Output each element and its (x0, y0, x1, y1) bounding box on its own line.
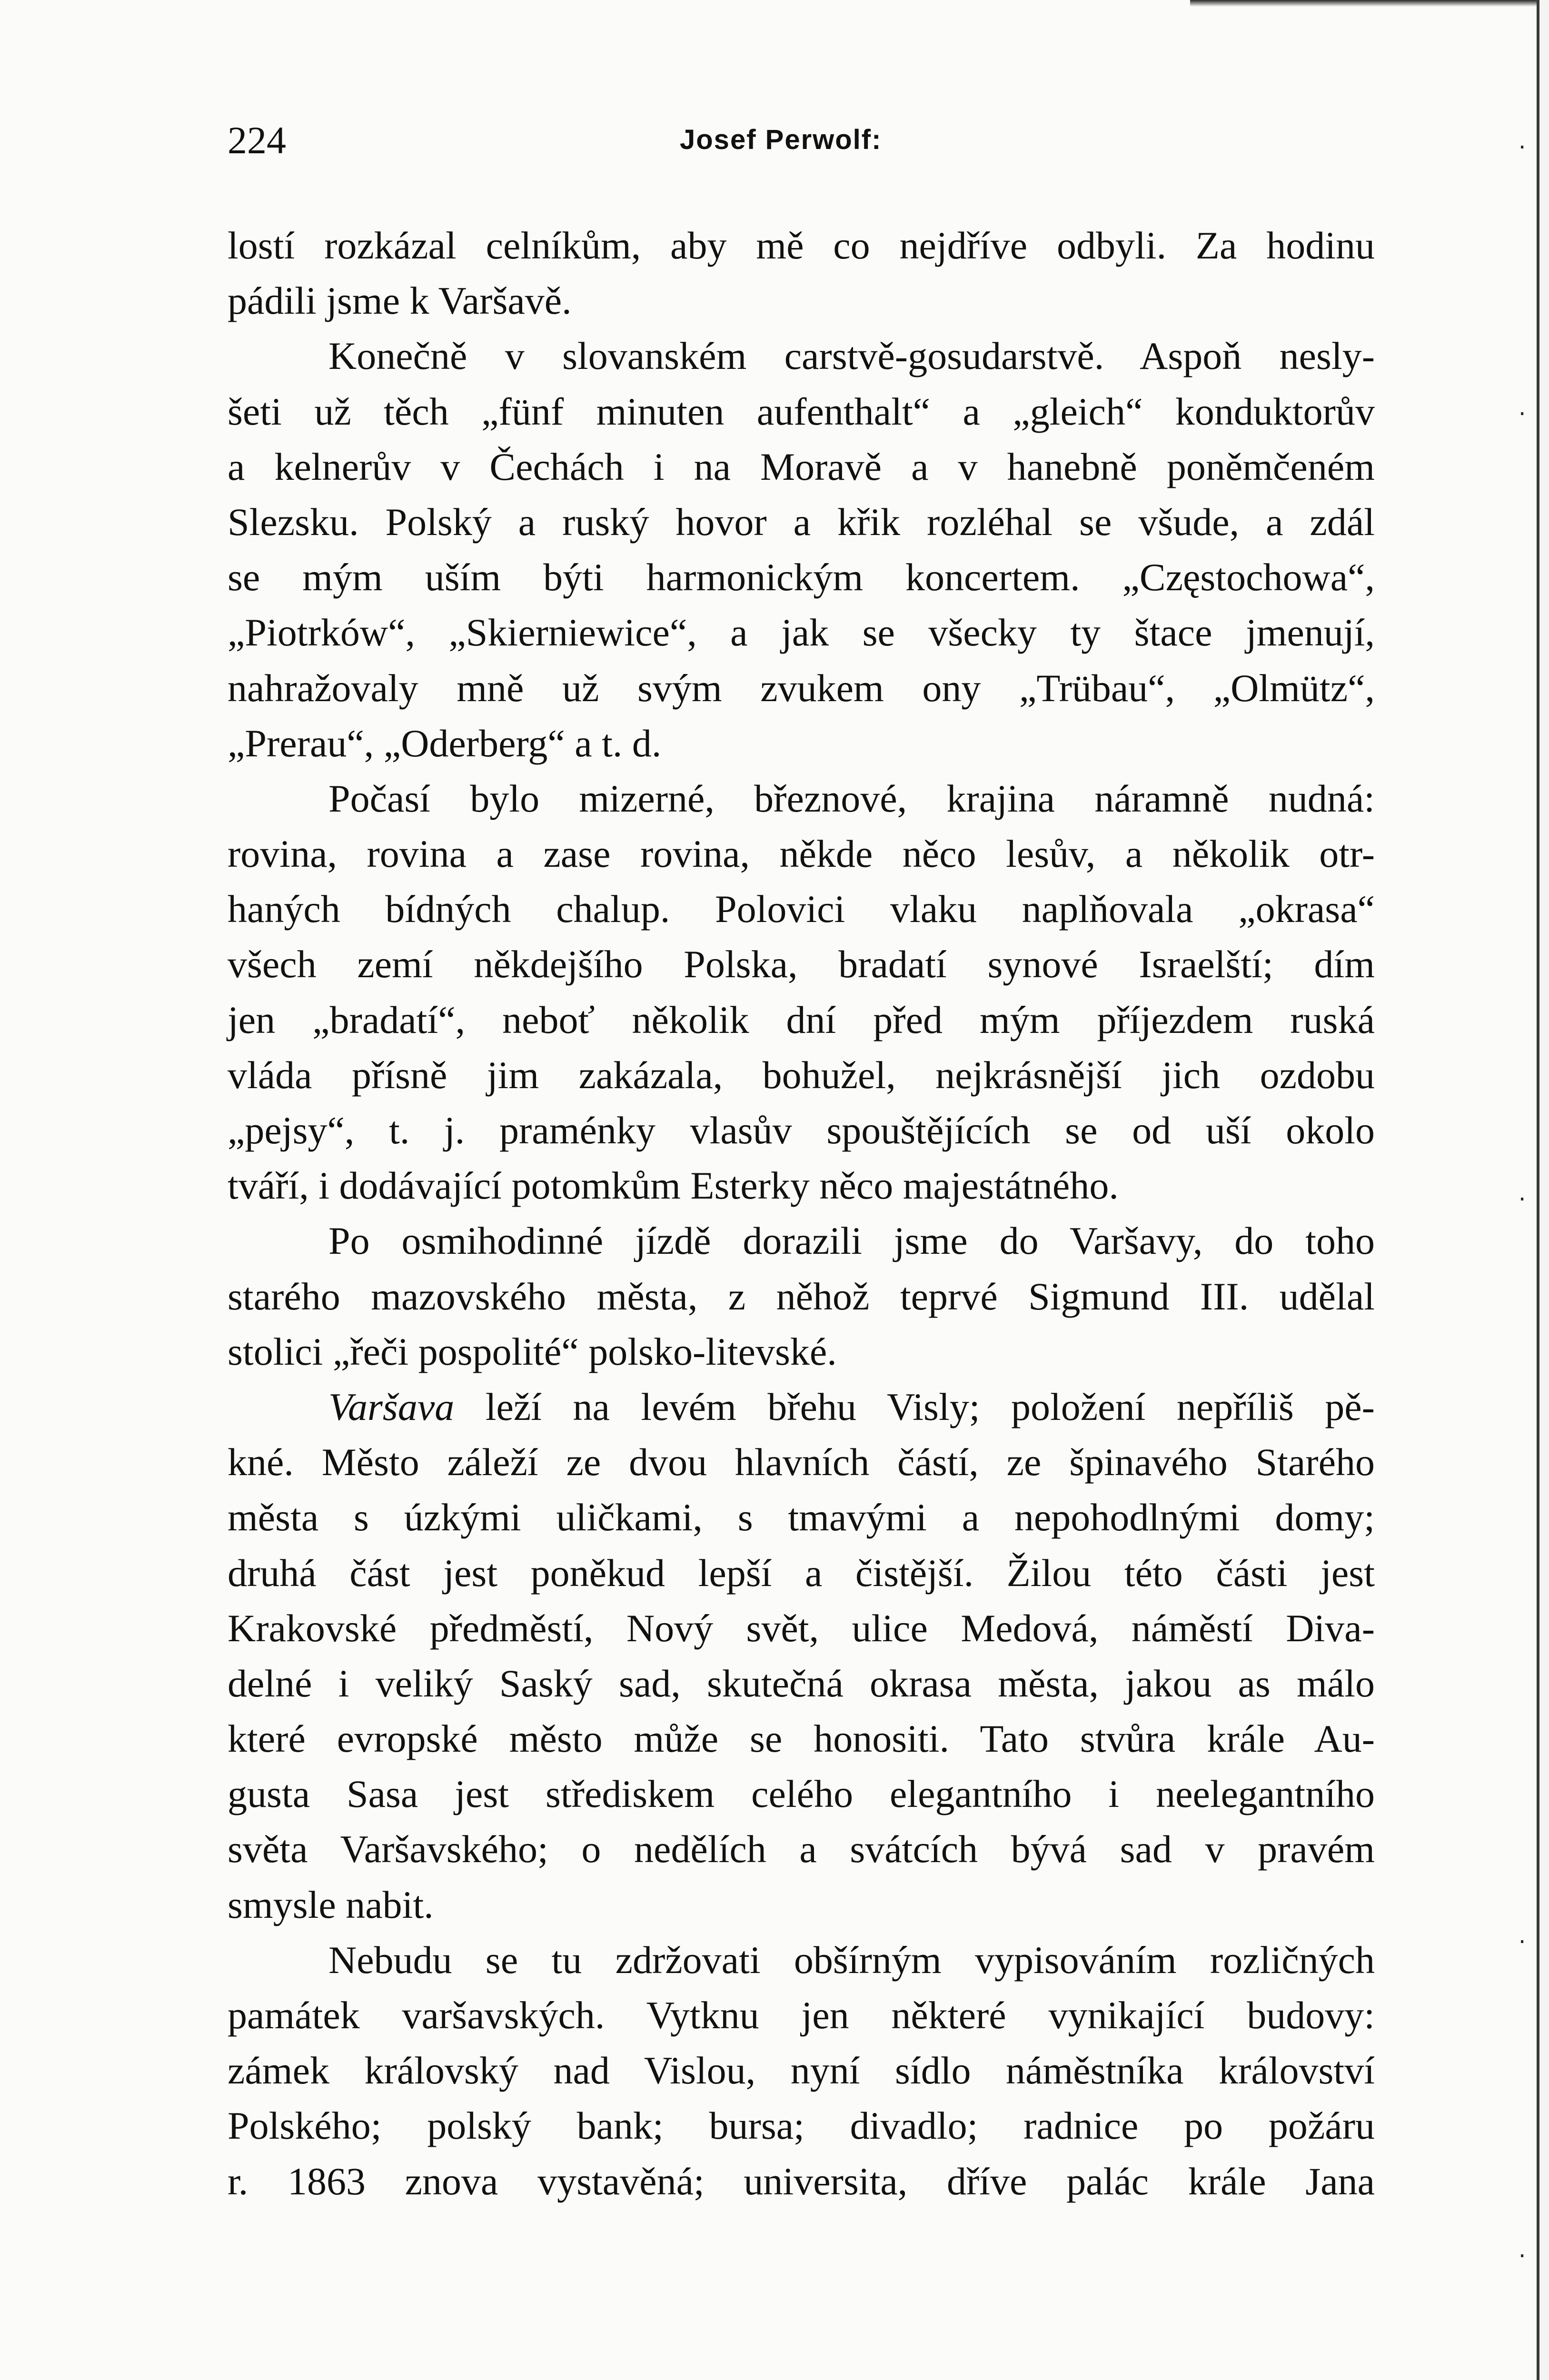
text-line: r. 1863 znova vystavěná; universita, dříve palác krále Jana (228, 2159, 1375, 2203)
text-line: památek varšavských. Vytknu jen některé vynikající budovy: (228, 1993, 1375, 2037)
body-text (228, 218, 1375, 2209)
text-line: šeti už těch „fünf minuten aufenthalt“ a „gleich“ konduktorův (228, 389, 1375, 433)
text-line: druhá část jest poněkud lepší a čistější. Žilou této části jest (228, 1551, 1375, 1595)
text-line: smysle nabit. (228, 1883, 434, 1926)
edge-mark-icon: · (1519, 1186, 1526, 1213)
italic-place-name: Varšava (328, 1385, 455, 1428)
text-line: gusta Sasa jest střediskem celého elegantního i neelegantního (228, 1772, 1375, 1816)
text-line: zámek královský nad Vislou, nyní sídlo náměstníka království (228, 2049, 1375, 2092)
text-line: všech zemí někdejšího Polska, bradatí synové Israelští; dím (228, 942, 1375, 986)
text-line: a kelnerův v Čechách i na Moravě a v hanebně poněmčeném (228, 445, 1375, 488)
text-line: starého mazovského města, z něhož teprvé Sigmund III. udělal (228, 1274, 1375, 1318)
edge-mark-icon: · (1519, 2243, 1526, 2270)
paragraph-first-line: Nebudu se tu zdržovati obšírným vypisováním rozličných (328, 1938, 1375, 1982)
text-line: Slezsku. Polský a ruský hovor a křik rozléhal se všude, a zdál (228, 500, 1375, 544)
paragraph-first-line (228, 1379, 1375, 1435)
running-head: Josef Perwolf: (680, 124, 882, 155)
page-right-edge-binding (1537, 0, 1549, 2380)
page-header (228, 118, 1375, 170)
paragraph-first-line: Počasí bylo mizerné, březnové, krajina náramně nudná: (328, 776, 1375, 820)
edge-mark-icon: · (1519, 134, 1526, 161)
text-line: stolici „řeči pospolité“ polsko-litevské. (228, 1329, 837, 1373)
text-line: rovina, rovina a zase rovina, někde něco lesův, a několik otr- (228, 832, 1375, 876)
text-line: se mým uším býti harmonickým koncertem. „Częstochowa“, (228, 555, 1375, 599)
text-line: tváří, i dodávající potomkům Esterky něco majestátného. (228, 1164, 1119, 1208)
text-line: Polského; polský bank; bursa; divadlo; radnice po požáru (228, 2104, 1375, 2148)
paragraph-first-line: Po osmihodinné jízdě dorazili jsme do Varšavy, do toho (328, 1219, 1375, 1263)
text-line: „pejsy“, t. j. praménky vlasův spouštějících se od uší okolo (228, 1109, 1375, 1152)
text-line: pádili jsme k Varšavě. (228, 279, 572, 323)
text-line: kné. Město záleží ze dvou hlavních částí, ze špinavého Starého (228, 1440, 1375, 1484)
text-line: města s úzkými uličkami, s tmavými a nepohodlnými domy; (228, 1496, 1375, 1539)
text-line: delné i veliký Saský sad, skutečná okrasa města, jakou as málo (228, 1661, 1375, 1705)
page-number: 224 (228, 119, 286, 162)
text-line: „Prerau“, „Oderberg“ a t. d. (228, 721, 662, 765)
text-line: „Piotrków“, „Skierniewice“, a jak se všecky ty štace jmenují, (228, 611, 1375, 654)
edge-mark-icon: · (1519, 1929, 1526, 1955)
text-line: nahražovaly mně už svým zvukem ony „Trübau“, „Olmütz“, (228, 666, 1375, 710)
text-line: světa Varšavského; o nedělích a svátcích bývá sad v pravém (228, 1827, 1375, 1871)
text-line: vláda přísně jim zakázala, bohužel, nejkrásnější jich ozdobu (228, 1053, 1375, 1097)
text-line: které evropské město může se honositi. Tato stvůra krále Au- (228, 1717, 1375, 1761)
text-line: jen „bradatí“, neboť několik dní před mým příjezdem ruská (228, 998, 1375, 1041)
text-line: haných bídných chalup. Polovici vlaku naplňovala „okrasa“ (228, 887, 1375, 931)
text-run: leží na levém břehu Visly; položení nepříliš pě- (454, 1385, 1375, 1428)
edge-mark-icon: · (1519, 401, 1526, 427)
text-line: lostí rozkázal celníkům, aby mě co nejdříve odbyli. Za hodinu (228, 224, 1375, 267)
paragraph-first-line: Konečně v slovanském carstvě-gosudarstvě. Aspoň nesly- (328, 334, 1375, 378)
text-line: Krakovské předměstí, Nový svět, ulice Medová, náměstí Diva- (228, 1606, 1375, 1650)
page-top-edge-shadow (1190, 0, 1549, 7)
